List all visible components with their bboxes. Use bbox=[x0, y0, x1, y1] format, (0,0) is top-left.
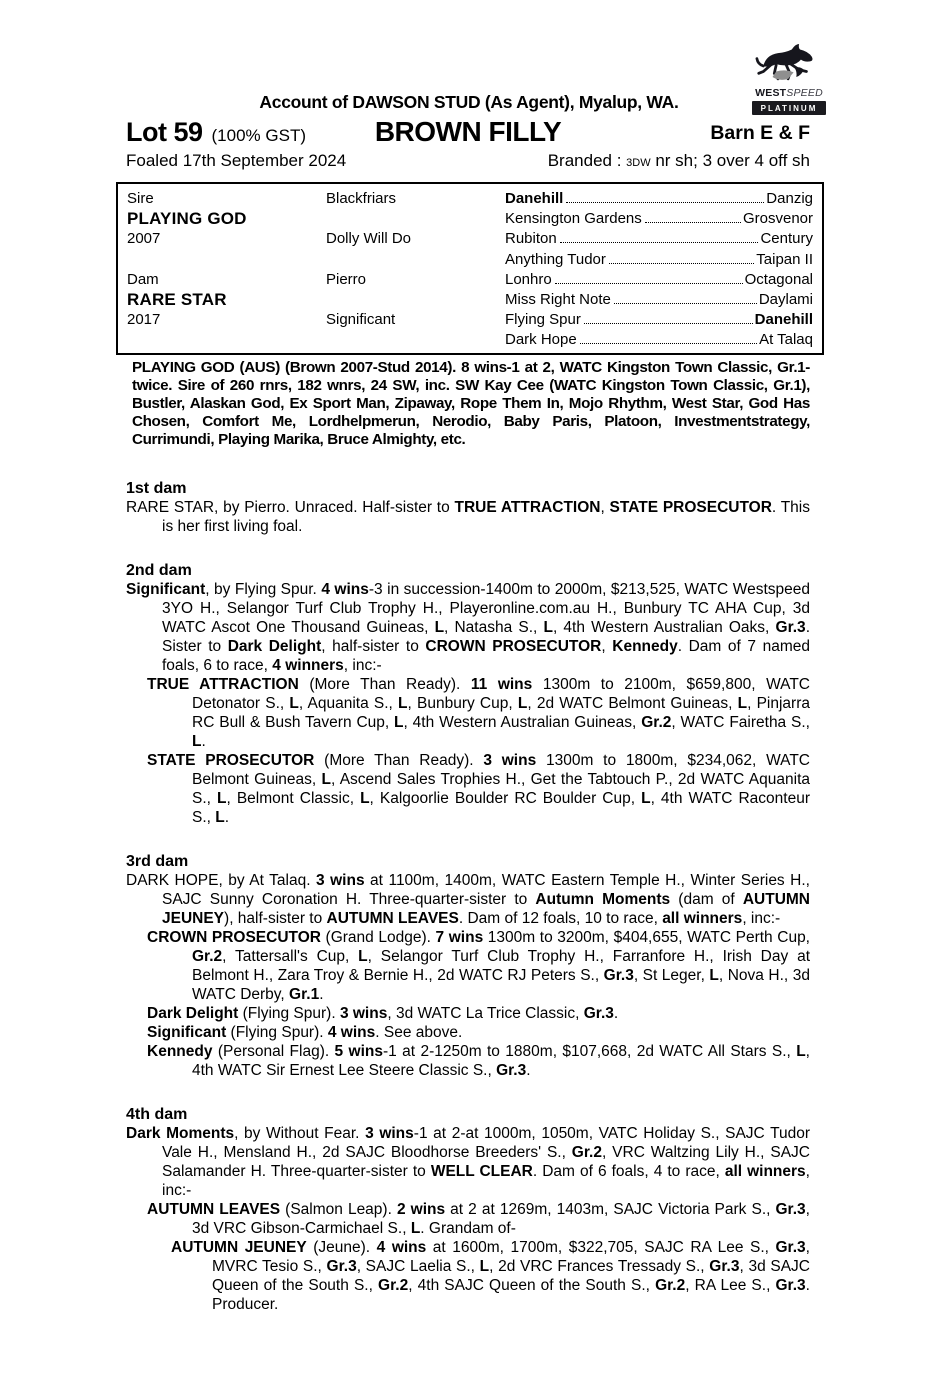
text-run: (More Than Ready). bbox=[314, 752, 484, 769]
pedigree-paragraph bbox=[126, 1042, 810, 1080]
ancestor-row bbox=[505, 310, 813, 330]
text-run: 1300m to 3200m, $404,655, WATC Perth Cup, bbox=[483, 929, 810, 946]
pedigree-cell bbox=[326, 209, 505, 229]
pedigree-cell: RARE STAR bbox=[127, 289, 227, 309]
ancestor-row bbox=[505, 189, 813, 209]
leader-dots bbox=[609, 263, 754, 264]
pedigree-cell: Significant bbox=[326, 311, 396, 329]
bold-run: Gr.3 bbox=[775, 1277, 806, 1294]
foaled-row bbox=[126, 151, 810, 171]
bold-run: Gr.2 bbox=[378, 1277, 409, 1294]
text-run: . Dam of 7 named foals, 6 to race, bbox=[162, 638, 810, 674]
pedigree-parents-column bbox=[326, 189, 505, 353]
pedigree-paragraph bbox=[126, 675, 810, 751]
leader-dots bbox=[580, 343, 757, 344]
bold-run: Kennedy bbox=[147, 1043, 213, 1060]
text-run: , 2d WATC Belmont Guineas, bbox=[527, 695, 738, 712]
text-run: , Ascend Sales Trophies H., Get the Tabtouch P., 2d WATC Aquanita S., bbox=[192, 771, 810, 807]
bold-run: TRUE ATTRACTION bbox=[147, 676, 299, 693]
text-run: , SAJC Laelia S., bbox=[356, 1258, 480, 1275]
bold-run: Gr.2 bbox=[192, 948, 223, 965]
ancestor-parent: Grosvenor bbox=[742, 210, 813, 228]
bold-run: AUTUMN LEAVES bbox=[326, 910, 459, 927]
text-run: , 3d VRC Gibson-Carmichael S., bbox=[192, 1201, 810, 1237]
text-run: , RA Lee S., bbox=[685, 1277, 776, 1294]
wordmark-west: WEST bbox=[755, 87, 787, 99]
text-run: , Tattersall's Cup, bbox=[222, 948, 359, 965]
dam-section-heading: 2nd dam bbox=[126, 562, 192, 579]
ancestor-row bbox=[505, 330, 813, 350]
bold-run: L bbox=[321, 771, 331, 788]
leader-dots bbox=[566, 202, 764, 203]
pedigree-cell: 2017 bbox=[127, 311, 161, 329]
sire-summary bbox=[132, 359, 810, 449]
leader-dots bbox=[614, 303, 757, 304]
text-run: (Salmon Leap). bbox=[280, 1201, 397, 1218]
pedigree-cell: PLAYING GOD bbox=[127, 209, 247, 229]
pedigree-paragraph bbox=[126, 498, 810, 536]
bold-run: 5 wins bbox=[334, 1043, 383, 1060]
text-run: PLAYING GOD (AUS) (Brown 2007-Stud 2014). 8 wins-1 at 2, WATC Kingston Town Classic, Gr.1-twice. Sire of 260 rnrs, 182 wnrs, 24 SW, inc. SW Kay Cee (WATC Kingston Town Classic, Gr.1), Bustler, Alaskan God, Ex Sport Man, Zipaway, Rope Them In, Mojo Rhythm, West Star, God Has Chosen, Comfort Me, Lordhelpmerun, Nerodio, Baby Paris, Platoon, Investmentstrategy, Currimundi, Playing Marika, Bruce Almighty, etc. bbox=[132, 359, 810, 448]
pedigree-table bbox=[116, 182, 824, 355]
account-line: Account of DAWSON STUD (As Agent), Myalup, WA. bbox=[259, 92, 679, 112]
bold-run: Gr.2 bbox=[641, 714, 672, 731]
lot-row bbox=[126, 114, 810, 150]
bold-run: Autumn Moments bbox=[535, 891, 671, 908]
text-run: (Jeune). bbox=[306, 1239, 377, 1256]
bold-run: Gr.1 bbox=[289, 986, 320, 1003]
bold-run: Dark Delight bbox=[227, 638, 322, 655]
text-run: . Sister to bbox=[162, 619, 810, 655]
text-run: , Belmont Classic, bbox=[226, 790, 361, 807]
text-run: , 4th Western Australian Oaks, bbox=[552, 619, 776, 636]
bold-run: STATE PROSECUTOR bbox=[147, 752, 315, 769]
bold-run: Dark Moments bbox=[126, 1125, 235, 1142]
ancestor-name: Lonhro bbox=[505, 270, 552, 288]
dam-section-heading: 1st dam bbox=[126, 480, 187, 497]
bold-run: AUTUMN JEUNEY bbox=[171, 1239, 307, 1256]
text-run: , by Without Fear. bbox=[234, 1125, 366, 1142]
ancestor-parent: At Talaq bbox=[759, 331, 813, 349]
text-run: -1 at 2-1250m to 1880m, $107,668, 2d WATC All Stars S., bbox=[383, 1043, 797, 1060]
ancestor-row bbox=[505, 270, 813, 290]
bold-run: Gr.3 bbox=[583, 1005, 614, 1022]
pedigree-paragraph bbox=[126, 580, 810, 675]
ancestor-row bbox=[505, 229, 813, 249]
bold-run: L bbox=[709, 967, 719, 984]
pedigree-cell bbox=[127, 250, 326, 270]
leader-dots bbox=[560, 242, 759, 243]
text-run: , inc:- bbox=[162, 1163, 810, 1199]
dam-section bbox=[126, 479, 810, 536]
bold-run: L bbox=[434, 619, 445, 636]
bold-run: L bbox=[217, 790, 227, 807]
branded-prefix: Branded : bbox=[547, 151, 627, 170]
text-run: . bbox=[201, 733, 206, 750]
dam-section-heading: 4th dam bbox=[126, 1106, 188, 1123]
pedigree-cell: Pierro bbox=[326, 270, 367, 288]
ancestor-parent: Danzig bbox=[766, 190, 813, 207]
text-run: , bbox=[600, 499, 610, 516]
ancestor-row bbox=[505, 250, 813, 270]
bold-run: Gr.3 bbox=[326, 1258, 357, 1275]
pedigree-paragraph bbox=[126, 871, 810, 928]
pedigree-cell bbox=[127, 330, 326, 350]
bold-run: CROWN PROSECUTOR bbox=[147, 929, 321, 946]
bold-run: L bbox=[479, 1258, 490, 1275]
ancestor-name: Miss Right Note bbox=[505, 290, 611, 308]
bold-run: 4 winners bbox=[272, 657, 344, 674]
bold-run: Gr.2 bbox=[571, 1144, 602, 1161]
text-run: , by Flying Spur. bbox=[205, 581, 322, 598]
bold-run: Gr.2 bbox=[655, 1277, 686, 1294]
bold-run: 11 wins bbox=[470, 676, 533, 693]
ancestor-name: Anything Tudor bbox=[505, 250, 606, 268]
bold-run: Significant bbox=[126, 581, 206, 598]
bold-run: L bbox=[358, 948, 368, 965]
pedigree-paragraph bbox=[126, 1124, 810, 1200]
ancestor-parent: Octagonal bbox=[744, 270, 813, 288]
dam-sections bbox=[126, 479, 810, 1314]
pedigree-sire-dam-column bbox=[127, 189, 326, 353]
text-run: . bbox=[319, 986, 324, 1003]
pedigree-paragraph bbox=[126, 751, 810, 827]
text-run: ), half-sister to bbox=[224, 910, 327, 927]
leader-dots bbox=[584, 323, 753, 324]
bold-run: 3 wins bbox=[483, 752, 537, 769]
gst-note: (100% GST) bbox=[211, 126, 306, 145]
bold-run: L bbox=[215, 809, 225, 826]
platinum-badge: PLATINUM bbox=[752, 101, 826, 115]
text-run: . bbox=[526, 1062, 531, 1079]
bold-run: all winners bbox=[662, 910, 743, 927]
bold-run: Kennedy bbox=[612, 638, 678, 655]
text-run: , 3d SAJC Queen of the South S., bbox=[212, 1258, 810, 1294]
bold-run: L bbox=[394, 714, 404, 731]
text-run: , Kalgoorlie Boulder RC Boulder Cup, bbox=[369, 790, 642, 807]
ancestor-name: Kensington Gardens bbox=[505, 210, 642, 228]
horse-title: BROWN FILLY bbox=[374, 116, 562, 147]
text-run: , inc:- bbox=[742, 910, 781, 927]
pedigree-cell: 2007 bbox=[127, 230, 161, 248]
ancestor-name: Rubiton bbox=[505, 230, 557, 248]
pedigree-paragraph bbox=[126, 928, 810, 1004]
text-run: at 1600m, 1700m, $322,705, SAJC RA Lee S., bbox=[426, 1239, 776, 1256]
pedigree-cell bbox=[326, 290, 505, 310]
text-run: (Flying Spur). bbox=[238, 1005, 340, 1022]
bold-run: TRUE ATTRACTION bbox=[454, 499, 601, 516]
text-run: , 4th SAJC Queen of the South S., bbox=[408, 1277, 656, 1294]
horse-logo-icon bbox=[754, 44, 824, 88]
bold-run: 3 wins bbox=[339, 1005, 388, 1022]
text-run: DARK HOPE, by At Talaq. bbox=[126, 872, 316, 889]
bold-run: L bbox=[796, 1043, 806, 1060]
text-run: (Grand Lodge). bbox=[320, 929, 436, 946]
bold-run: 2 wins bbox=[396, 1201, 446, 1218]
pedigree-cell bbox=[326, 330, 505, 350]
foaled-date: Foaled 17th September 2024 bbox=[126, 151, 347, 170]
wordmark-speed: SPEED bbox=[786, 87, 823, 99]
bold-run: L bbox=[398, 695, 408, 712]
ancestor-parent: Century bbox=[760, 230, 813, 248]
bold-run: AUTUMN LEAVES bbox=[147, 1201, 281, 1218]
text-run: , Bunbury Cup, bbox=[407, 695, 518, 712]
bold-run: L bbox=[410, 1220, 421, 1237]
text-run: . This is her first living foal. bbox=[162, 499, 810, 535]
text-run: , 4th WATC Raconteur S., bbox=[192, 790, 810, 826]
ancestor-name: Danehill bbox=[505, 190, 564, 207]
bold-run: Significant bbox=[147, 1024, 227, 1041]
bold-run: L bbox=[289, 695, 299, 712]
text-run: , 4th Western Australian Guineas, bbox=[403, 714, 642, 731]
ancestor-parent: Taipan II bbox=[756, 250, 813, 268]
bold-run: 4 wins bbox=[321, 581, 369, 598]
ancestor-row bbox=[505, 290, 813, 310]
lot-number: Lot 59 bbox=[126, 117, 203, 147]
pedigree-paragraph bbox=[126, 1200, 810, 1238]
text-run: . Dam of 6 foals, 4 to race, bbox=[532, 1163, 725, 1180]
text-run: , Aquanita S., bbox=[298, 695, 399, 712]
text-run: RARE STAR, by Pierro. Unraced. Half-sister to bbox=[126, 499, 455, 516]
text-run: , 3d WATC La Trice Classic, bbox=[387, 1005, 584, 1022]
bold-run: L bbox=[641, 790, 651, 807]
pedigree-cell: Blackfriars bbox=[326, 190, 397, 207]
text-run: 1300m to 2100m, $659,800, WATC Detonator S., bbox=[192, 676, 810, 712]
text-run: , inc:- bbox=[343, 657, 382, 674]
bold-run: Gr.3 bbox=[775, 1239, 806, 1256]
dam-section bbox=[126, 1105, 810, 1314]
bold-run: L bbox=[192, 733, 202, 750]
bold-run: CROWN PROSECUTOR bbox=[425, 638, 602, 655]
dam-section-heading: 3rd dam bbox=[126, 853, 189, 870]
text-run: , 2d VRC Frances Tressady S., bbox=[489, 1258, 710, 1275]
ancestor-parent: Daylami bbox=[758, 290, 813, 308]
text-run: . bbox=[224, 809, 230, 826]
text-run: . bbox=[613, 1005, 619, 1022]
bold-run: 3 wins bbox=[365, 1125, 414, 1142]
ancestor-name: Flying Spur bbox=[505, 311, 581, 329]
pedigree-paragraph bbox=[126, 1023, 810, 1042]
bold-run: AUTUMN JEUNEY bbox=[162, 891, 810, 927]
pedigree-cell: Dolly Will Do bbox=[326, 230, 412, 248]
text-run: (More Than Ready). bbox=[298, 676, 471, 693]
text-run: -1 at 2-at 1000m, 1050m, VATC Holiday S., SAJC Tudor Vale H., Mensland H., 2d SAJC Bloodhorse Breeders' S., bbox=[162, 1125, 810, 1161]
dam-section bbox=[126, 852, 810, 1080]
bold-run: 3 wins bbox=[316, 872, 365, 889]
text-run: , MVRC Tesio S., bbox=[212, 1239, 810, 1275]
bold-run: L bbox=[737, 695, 748, 712]
text-run: . Grandam of- bbox=[420, 1220, 516, 1237]
text-run: , 4th WATC Sir Ernest Lee Steere Classic S., bbox=[192, 1043, 810, 1079]
text-run: , bbox=[601, 638, 613, 655]
text-run: , WATC Fairetha S., bbox=[671, 714, 810, 731]
text-run: 1300m to 1800m, $234,062, WATC Belmont Guineas, bbox=[192, 752, 810, 788]
pedigree-cell bbox=[326, 250, 505, 270]
leader-dots bbox=[645, 222, 741, 223]
leader-dots bbox=[555, 283, 743, 284]
text-run: , Selangor Turf Club Trophy H., Farranfore H., Irish Day at Belmont H., Zara Troy & Bernie H., 2d WATC RJ Peters S., bbox=[192, 948, 810, 984]
pedigree-cell: Sire bbox=[127, 190, 154, 207]
brand-code: 3DW bbox=[626, 157, 651, 169]
text-run: -3 in succession-1400m to 2000m, $213,525, WATC Westspeed 3YO H., Selangor Turf Club Trophy H., Playeronline.com.au H., Bunbury TC AHA Cup, 3d WATC Ascot One Thousand Guineas, bbox=[162, 581, 810, 636]
pedigree-cell: Dam bbox=[127, 270, 159, 288]
pedigree-paragraph bbox=[126, 1004, 810, 1023]
bold-run: Gr.3 bbox=[603, 967, 634, 984]
bold-run: 4 wins bbox=[376, 1239, 427, 1256]
text-run: at 2 at 1269m, 1403m, SAJC Victoria Park S., bbox=[445, 1201, 776, 1218]
ancestor-name: Dark Hope bbox=[505, 331, 577, 349]
bold-run: L bbox=[543, 619, 553, 636]
brand-details bbox=[548, 151, 810, 171]
text-run: , St Leger, bbox=[633, 967, 710, 984]
ancestor-row bbox=[505, 209, 813, 229]
branded-suffix: nr sh; 3 over 4 off sh bbox=[650, 151, 810, 170]
text-run: , Nova H., 3d WATC Derby, bbox=[192, 967, 810, 1003]
text-run: , VRC Waltzing Lily H., SAJC Salamander H. Three-quarter-sister to bbox=[162, 1144, 811, 1180]
text-run: , Natasha S., bbox=[444, 619, 544, 636]
text-run: . See above. bbox=[375, 1024, 463, 1041]
text-run: (Flying Spur). bbox=[226, 1024, 328, 1041]
bold-run: 4 wins bbox=[327, 1024, 376, 1041]
text-run: , Pinjarra RC Bull & Bush Tavern Cup, bbox=[192, 695, 810, 731]
text-run: at 1100m, 1400m, WATC Eastern Temple H., Winter Series H., SAJC Sunny Coronation H. Three-quarter-sister to bbox=[162, 872, 810, 908]
bold-run: Gr.3 bbox=[496, 1062, 527, 1079]
dam-section bbox=[126, 561, 810, 827]
text-run: . Producer. bbox=[212, 1277, 810, 1313]
ancestor-parent: Danehill bbox=[754, 311, 813, 329]
bold-run: Gr.3 bbox=[709, 1258, 740, 1275]
text-run: (Personal Flag). bbox=[212, 1043, 335, 1060]
text-run: . Dam of 12 foals, 10 to race, bbox=[458, 910, 663, 927]
bold-run: STATE PROSECUTOR bbox=[609, 499, 772, 516]
bold-run: L bbox=[360, 790, 370, 807]
bold-run: Gr.3 bbox=[775, 1201, 806, 1218]
bold-run: Gr.3 bbox=[775, 619, 806, 636]
text-run: (dam of bbox=[670, 891, 743, 908]
pedigree-paragraph bbox=[126, 1238, 810, 1314]
bold-run: 7 wins bbox=[435, 929, 484, 946]
bold-run: L bbox=[517, 695, 528, 712]
bold-run: Dark Delight bbox=[147, 1005, 239, 1022]
text-run: , half-sister to bbox=[321, 638, 426, 655]
pedigree-ancestors-column bbox=[505, 189, 813, 353]
barn-label: Barn E & F bbox=[710, 122, 810, 144]
bold-run: all winners bbox=[724, 1163, 806, 1180]
bold-run: WELL CLEAR bbox=[430, 1163, 533, 1180]
